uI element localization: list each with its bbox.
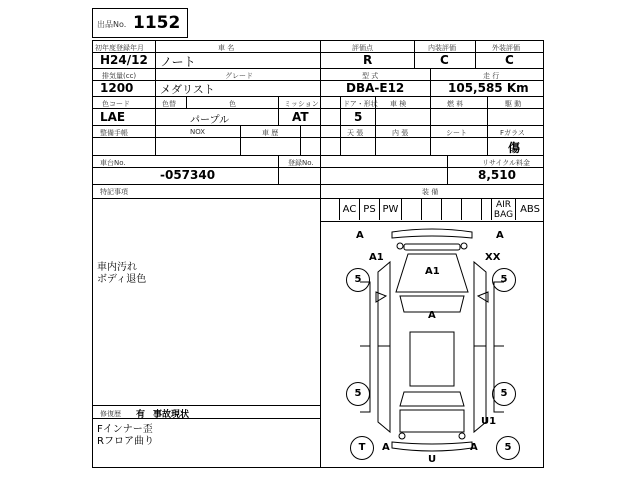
year-label: 初年度登録年月 <box>95 44 144 52</box>
mark-circle-low-right: 5 <box>492 382 516 406</box>
equipment-airbag-text: AIR BAG <box>493 200 514 220</box>
score-label: 評価点 <box>352 44 373 52</box>
equipment-abs: ABS <box>520 204 540 215</box>
fuel-label: 燃 料 <box>447 100 464 108</box>
equipment-slot-5 <box>422 199 442 220</box>
recycle-value: 8,510 <box>478 168 516 182</box>
grade-value: メダリスト <box>160 83 215 96</box>
lot-box <box>92 8 188 38</box>
repair-line-2: Rフロア曲り <box>97 436 154 447</box>
note-line-1: 車内汚れ <box>97 262 137 273</box>
equipment-slot-4 <box>402 199 422 220</box>
model-label: 型 式 <box>362 72 379 80</box>
inspection-label: 車 検 <box>390 100 407 108</box>
grade-label: グレード <box>225 72 253 80</box>
chassis-value: -057340 <box>160 168 216 182</box>
mission-value: AT <box>292 110 309 124</box>
cc-label: 排気量(cc) <box>102 72 137 80</box>
history-label: 車 歴 <box>262 129 279 137</box>
doors-label: ドア・形状 <box>343 100 378 108</box>
equipment-slot-7 <box>462 199 482 220</box>
mark-u1: U1 <box>481 416 497 427</box>
mark-a-center: A <box>428 310 436 321</box>
equipment-label: 装 備 <box>422 188 439 196</box>
color-label: 色 <box>229 100 236 108</box>
mark-a-top-right: A <box>496 230 504 241</box>
fglass-label: Fガラス <box>500 129 525 137</box>
color-code-label: 色コード <box>102 100 130 108</box>
car-diagram <box>320 222 544 468</box>
color-change-label: 色替 <box>162 100 176 108</box>
repair-status: 事故現状 <box>153 410 190 420</box>
mileage-value: 105,585 Km <box>448 81 529 95</box>
equipment-row <box>320 199 544 221</box>
equipment-blank <box>320 199 340 220</box>
mark-u-bottom: U <box>428 454 437 465</box>
color-value: パープル <box>190 115 230 126</box>
repair-value: 有 <box>136 410 146 420</box>
equipment-ac: AC <box>340 199 360 220</box>
drive-label: 駆 動 <box>505 100 522 108</box>
mark-a-bottom-right: A <box>470 442 478 453</box>
model-value: DBA-E12 <box>346 81 405 95</box>
equipment-airbag <box>492 199 516 220</box>
ceiling-label: 天 張 <box>347 129 364 137</box>
equipment-slot-6 <box>442 199 462 220</box>
fglass-value: 傷 <box>508 141 521 155</box>
year-value: H24/12 <box>100 53 148 67</box>
car-name-value: ノート <box>160 55 196 69</box>
mark-circle-mid-right: 5 <box>492 268 516 292</box>
interior-score-value: C <box>440 53 449 67</box>
mileage-label: 走 行 <box>483 72 500 80</box>
color-code-value: LAE <box>100 110 126 124</box>
mark-a-bottom-left: A <box>382 442 390 453</box>
equipment-pw: PW <box>380 199 402 220</box>
car-name-label: 車 名 <box>218 44 235 52</box>
equipment-ps: PS <box>360 199 380 220</box>
doors-value: 5 <box>354 110 363 124</box>
repair-line-1: Fインナー歪 <box>97 424 153 435</box>
reg-label: 登録No. <box>288 159 314 167</box>
sheet-label: シート <box>446 129 467 137</box>
mark-a-top-left: A <box>356 230 364 241</box>
records-label: 整備手帳 <box>100 129 128 137</box>
repair-label: 修復歴 <box>100 410 121 418</box>
mark-xx: XX <box>485 252 501 263</box>
mark-circle-low-left: 5 <box>346 382 370 406</box>
nox-label: NOX <box>190 128 206 136</box>
lot-number: 1152 <box>133 13 181 33</box>
mark-circle-bottom-left: T <box>350 436 374 460</box>
interior-score-label: 内装評価 <box>428 44 456 52</box>
exterior-score-label: 外装評価 <box>492 44 520 52</box>
note-line-2: ボディ退色 <box>97 274 147 285</box>
exterior-score-value: C <box>505 53 514 67</box>
mark-circle-mid-left: 5 <box>346 268 370 292</box>
score-value: R <box>363 53 373 67</box>
mission-label: ミッション <box>284 100 319 108</box>
recycle-label: リサイクル料金 <box>482 159 531 167</box>
notes-label: 特記事項 <box>100 188 128 196</box>
mark-a1-left: A1 <box>369 252 384 263</box>
lot-label: 出品No. <box>97 20 127 29</box>
mark-a1-center: A1 <box>425 266 440 277</box>
cc-value: 1200 <box>100 81 134 95</box>
interior-lining-label: 内 張 <box>392 129 409 137</box>
equipment-slot-8 <box>482 199 492 220</box>
chassis-label: 車台No. <box>100 159 126 167</box>
mark-circle-bottom-right: 5 <box>496 436 520 460</box>
